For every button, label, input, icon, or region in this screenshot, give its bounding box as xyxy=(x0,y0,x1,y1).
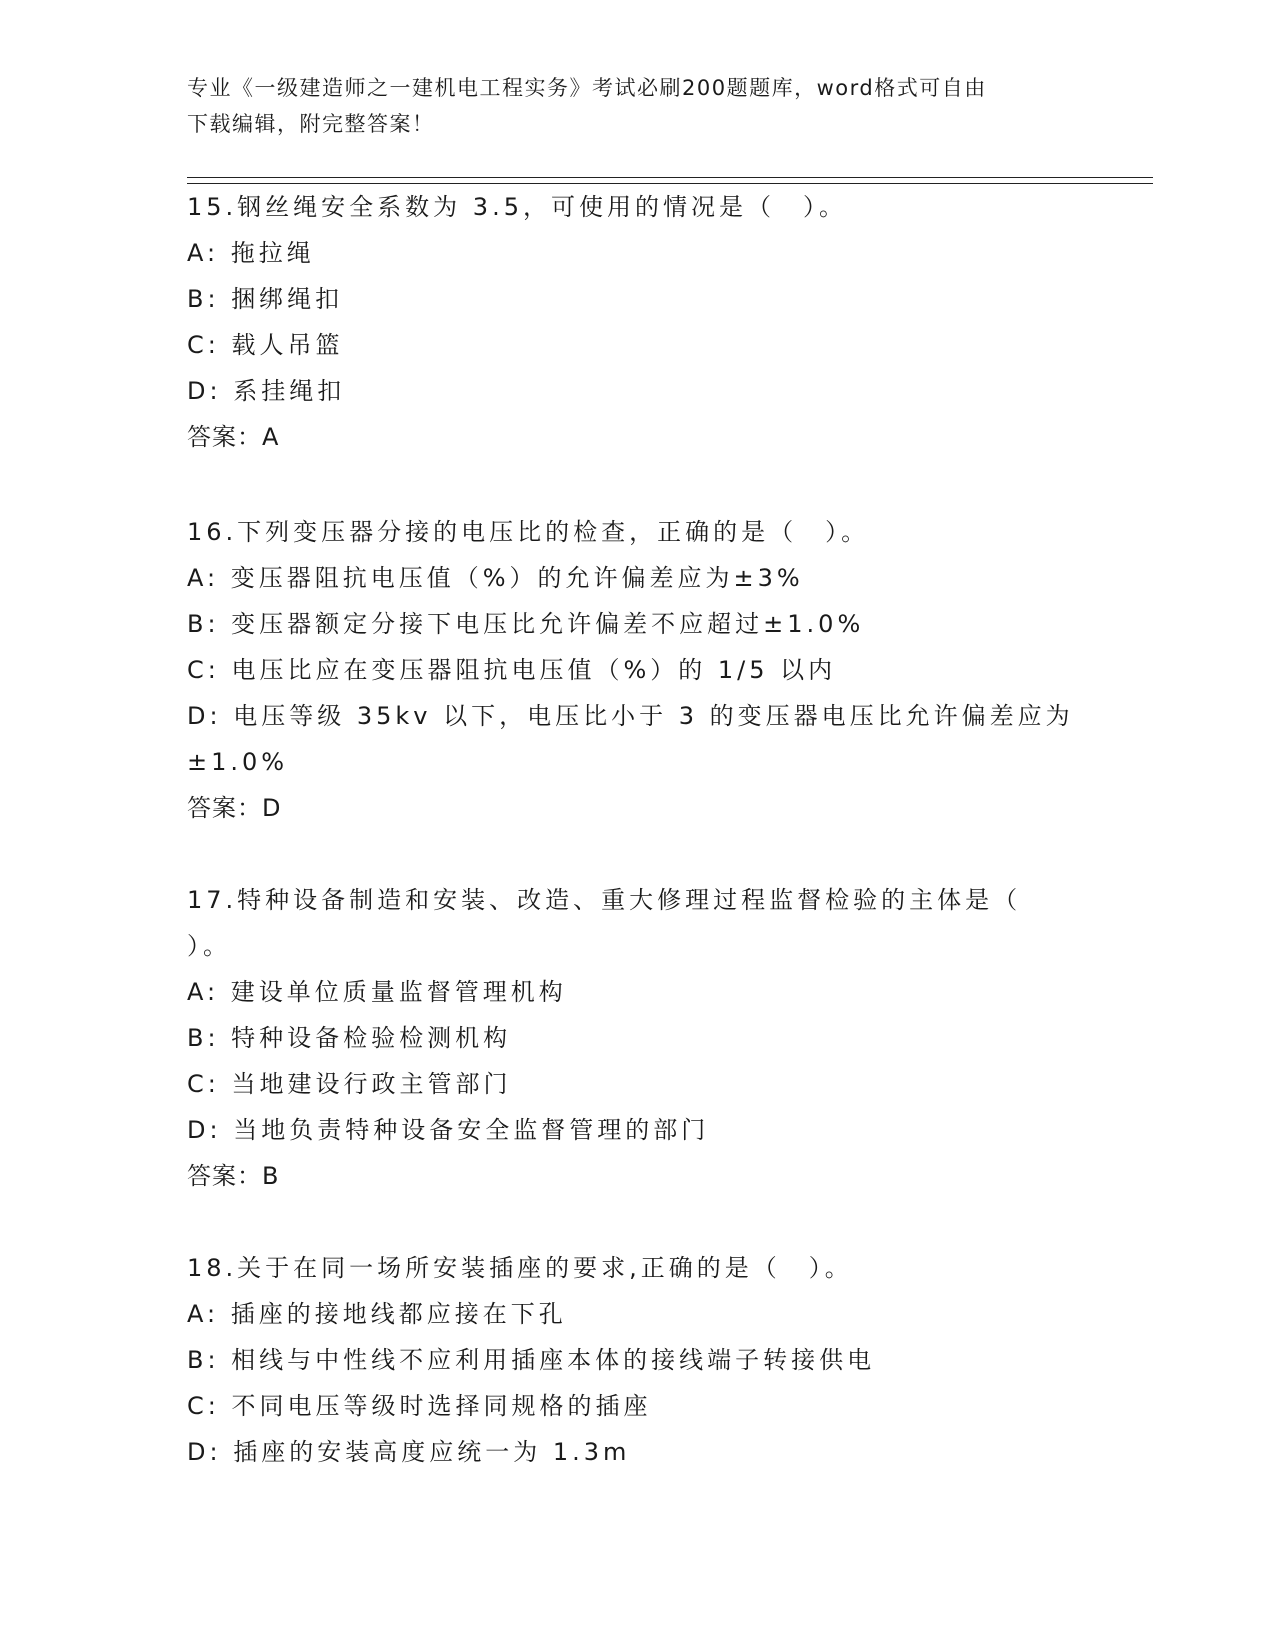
option-b: B: 变压器额定分接下电压比允许偏差不应超过±1.0% xyxy=(187,610,865,638)
option-a: A: 变压器阻抗电压值（%）的允许偏差应为±3% xyxy=(187,564,804,592)
option-a: A: 插座的接地线都应接在下孔 xyxy=(187,1300,567,1328)
header-divider-top xyxy=(187,177,1153,178)
header-line-2: 下载编辑，附完整答案！ xyxy=(187,112,435,136)
option-a: A: 建设单位质量监督管理机构 xyxy=(187,978,567,1006)
answer: 答案：A xyxy=(187,423,280,451)
option-d: D: 插座的安装高度应统一为 1.3m xyxy=(187,1438,631,1466)
option-d-continued: ±1.0% xyxy=(187,748,289,776)
question-15 xyxy=(187,184,1067,460)
question-stem-continued: ）。 xyxy=(187,932,231,960)
question-18 xyxy=(187,1245,1067,1475)
answer: 答案：B xyxy=(187,1162,280,1190)
option-b: B: 特种设备检验检测机构 xyxy=(187,1024,512,1052)
document-header xyxy=(187,70,1087,142)
option-c: C: 电压比应在变压器阻抗电压值（%）的 1/5 以内 xyxy=(187,656,837,684)
question-17 xyxy=(187,877,1067,1199)
question-stem: 16.下列变压器分接的电压比的检查，正确的是（ ）。 xyxy=(187,518,870,546)
option-d: D: 电压等级 35kv 以下，电压比小于 3 的变压器电压比允许偏差应为 xyxy=(187,702,1074,730)
question-stem: 15.钢丝绳安全系数为 3.5，可使用的情况是（ ）。 xyxy=(187,193,847,221)
option-d: D: 当地负责特种设备安全监督管理的部门 xyxy=(187,1116,710,1144)
question-16 xyxy=(187,509,1074,831)
option-b: B: 相线与中性线不应利用插座本体的接线端子转接供电 xyxy=(187,1346,876,1374)
option-c: C: 不同电压等级时选择同规格的插座 xyxy=(187,1392,652,1420)
option-c: C: 当地建设行政主管部门 xyxy=(187,1070,512,1098)
option-c: C: 载人吊篮 xyxy=(187,331,344,359)
question-stem: 17.特种设备制造和安装、改造、重大修理过程监督检验的主体是（ xyxy=(187,886,1022,914)
header-line-1: 专业《一级建造师之一建机电工程实务》考试必刷200题题库，word格式可自由 xyxy=(187,76,987,100)
option-a: A: 拖拉绳 xyxy=(187,239,315,267)
answer: 答案：D xyxy=(187,794,282,822)
option-d: D: 系挂绳扣 xyxy=(187,377,346,405)
option-b: B: 捆绑绳扣 xyxy=(187,285,344,313)
question-stem: 18.关于在同一场所安装插座的要求,正确的是（ ）。 xyxy=(187,1254,853,1282)
